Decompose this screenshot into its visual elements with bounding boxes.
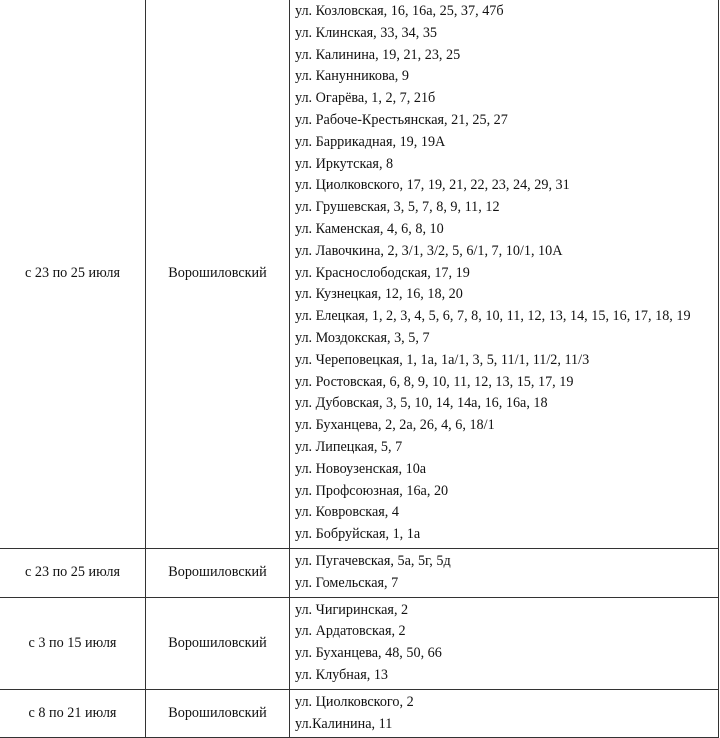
street-address: ул. Гомельская, 7 <box>295 574 399 591</box>
street-address: ул. Буханцева, 48, 50, 66 <box>295 645 442 662</box>
date-range-cell: с 23 по 25 июля <box>0 548 146 597</box>
street-address: ул.Калинина, 11 <box>295 715 393 732</box>
date-range-cell: с 3 по 15 июля <box>0 597 146 689</box>
street-address: ул. Циолковского, 17, 19, 21, 22, 23, 24, 29, 31 <box>295 177 570 194</box>
street-address: ул. Циолковского, 2 <box>295 693 414 710</box>
streets-cell <box>290 689 719 738</box>
street-address: ул. Клубная, 13 <box>295 666 389 683</box>
street-address: ул. Лавочкина, 2, 3/1, 3/2, 5, 6/1, 7, 10/1, 10А <box>295 242 563 259</box>
street-address: ул. Огарёва, 1, 2, 7, 21б <box>295 90 436 107</box>
district-cell: Ворошиловский <box>146 548 290 597</box>
district-cell: Ворошиловский <box>146 597 290 689</box>
street-address: ул. Кузнецкая, 12, 16, 18, 20 <box>295 286 463 303</box>
street-address: ул. Калинина, 19, 21, 23, 25 <box>295 46 461 63</box>
street-address: ул. Козловская, 16, 16а, 25, 37, 47б <box>295 3 504 19</box>
street-address: ул. Канунникова, 9 <box>295 68 409 85</box>
street-address: ул. Иркутская, 8 <box>295 155 394 172</box>
district-cell: Ворошиловский <box>146 0 290 548</box>
street-address: ул. Череповецкая, 1, 1а, 1а/1, 3, 5, 11/1, 11/2, 11/3 <box>295 351 590 368</box>
street-address: ул. Бобруйская, 1, 1а <box>295 526 421 543</box>
street-address: ул. Краснослободская, 17, 19 <box>295 264 470 281</box>
street-address: ул. Липецкая, 5, 7 <box>295 438 403 455</box>
street-address: ул. Грушевская, 3, 5, 7, 8, 9, 11, 12 <box>295 199 500 216</box>
streets-cell <box>290 0 719 548</box>
street-address: ул. Чигиринская, 2 <box>295 601 409 618</box>
street-address: ул. Рабоче-Крестьянская, 21, 25, 27 <box>295 111 508 128</box>
streets-cell <box>290 548 719 597</box>
street-address: ул. Баррикадная, 19, 19А <box>295 133 446 150</box>
table-row <box>0 689 719 738</box>
street-address: ул. Ковровская, 4 <box>295 504 399 521</box>
street-address: ул. Каменская, 4, 6, 8, 10 <box>295 220 444 237</box>
street-address: ул. Ардатовская, 2 <box>295 623 406 640</box>
street-address: ул. Елецкая, 1, 2, 3, 4, 5, 6, 7, 8, 10, 11, 12, 13, 14, 15, 16, 17, 18, 19 <box>295 308 691 325</box>
street-address: ул. Моздокская, 3, 5, 7 <box>295 329 430 346</box>
date-range-cell: с 8 по 21 июля <box>0 689 146 738</box>
street-address: ул. Новоузенская, 10а <box>295 460 427 477</box>
district-cell: Ворошиловский <box>146 689 290 738</box>
date-range-cell: с 23 по 25 июля <box>0 0 146 548</box>
street-address: ул. Буханцева, 2, 2а, 26, 4, 6, 18/1 <box>295 417 495 434</box>
streets-cell <box>290 597 719 689</box>
street-address: ул. Клинская, 33, 34, 35 <box>295 24 438 41</box>
street-address: ул. Профсоюзная, 16а, 20 <box>295 482 449 499</box>
street-address: ул. Дубовская, 3, 5, 10, 14, 14а, 16, 16а, 18 <box>295 395 548 412</box>
table-row <box>0 597 719 689</box>
street-address: ул. Ростовская, 6, 8, 9, 10, 11, 12, 13, 15, 17, 19 <box>295 373 574 390</box>
street-address: ул. Пугачевская, 5а, 5г, 5д <box>295 552 451 569</box>
table-row <box>0 548 719 597</box>
